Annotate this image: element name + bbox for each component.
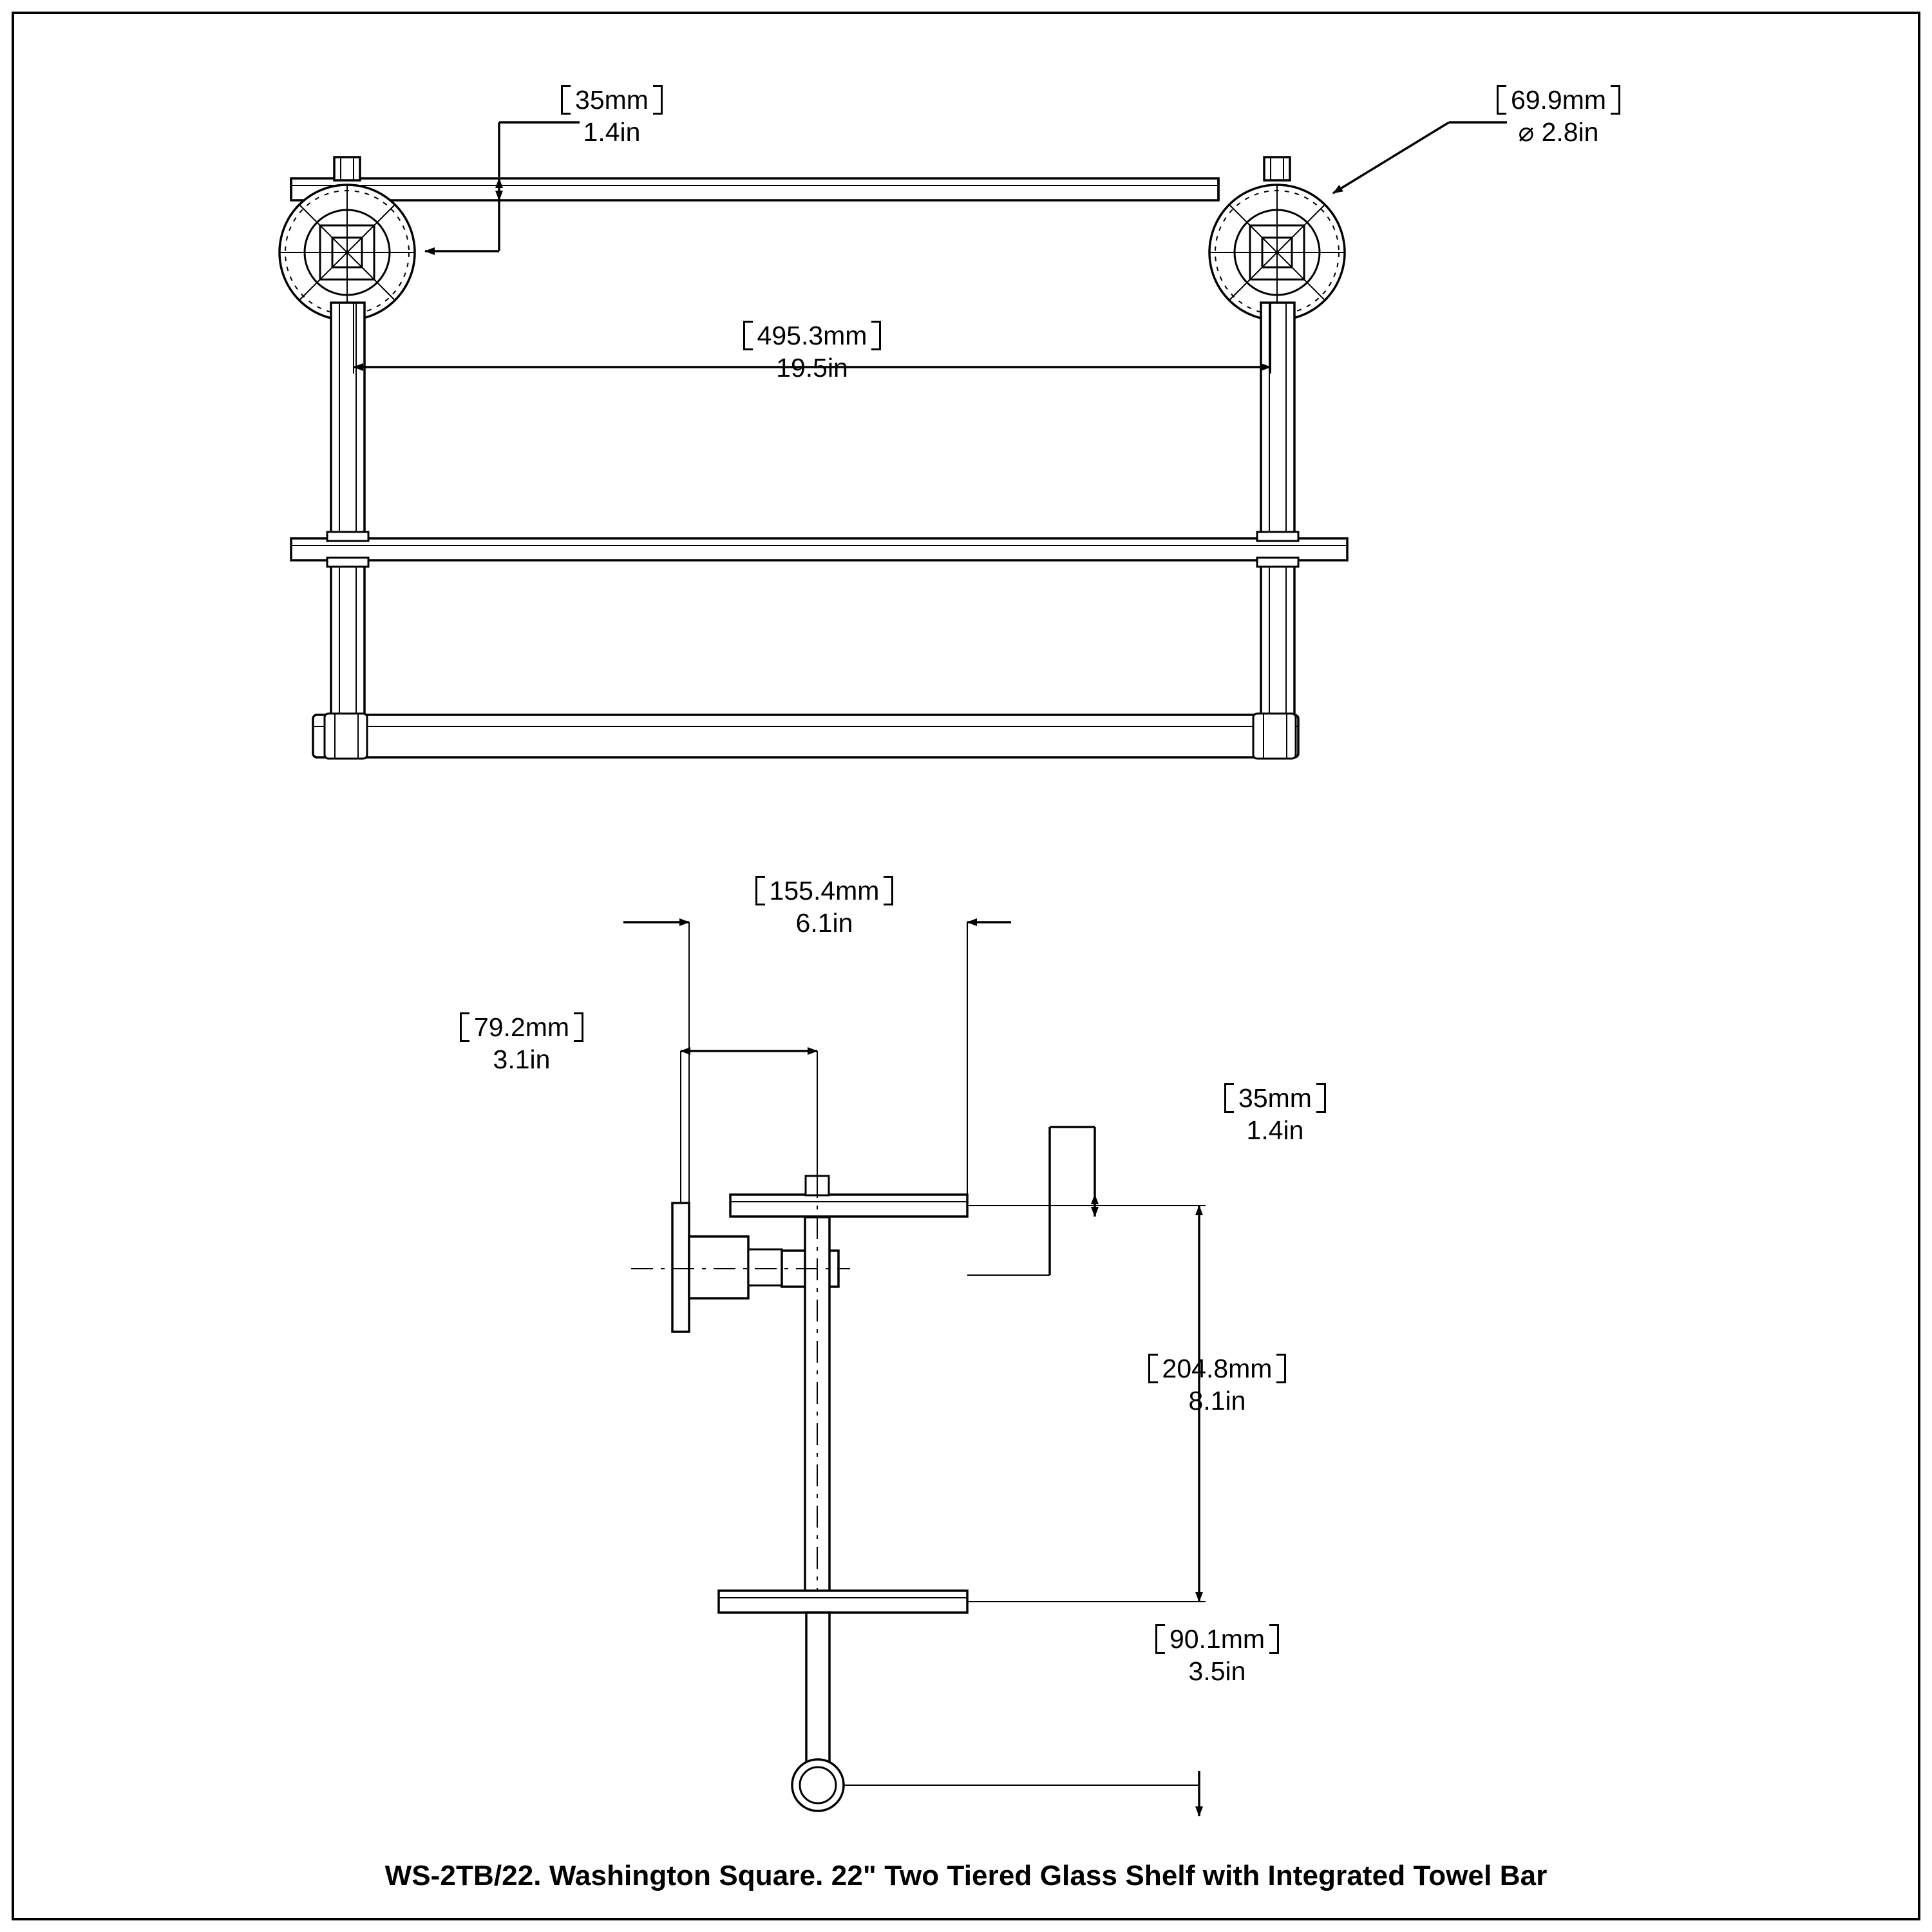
dim-top-shelf-to-lower-shelf-mm: 204.8mm (1148, 1352, 1287, 1385)
dim-wall-to-post-distance (406, 1011, 638, 1075)
dim-shelf-width-between-posts (683, 319, 941, 384)
dim-lower-shelf-to-towel-bar (1095, 1623, 1340, 1687)
dim-mounting-plate-diameter-in: ⌀ 2.8in (1518, 117, 1599, 147)
dim-mounting-plate-diameter (1436, 84, 1681, 148)
dim-shelf-thickness-side (1179, 1082, 1372, 1146)
dim-wall-to-post-distance-mm: 79.2mm (460, 1011, 583, 1043)
drawing-caption: WS-2TB/22. Washington Square. 22" Two Tiered Glass Shelf with Integrated Towel Bar (384, 1860, 1548, 1891)
dim-shelf-width-between-posts-mm: 495.3mm (743, 319, 882, 352)
front-view-geometry (279, 157, 1347, 759)
dim-top-shelf-to-lower-shelf (1088, 1352, 1346, 1417)
dim-shelf-thickness-top-mm: 35mm (561, 84, 663, 116)
dim-shelf-depth-in: 6.1in (795, 908, 853, 938)
dim-shelf-thickness-top-in: 1.4in (583, 117, 641, 147)
dim-lower-shelf-to-towel-bar-in: 3.5in (1188, 1656, 1246, 1687)
dim-shelf-thickness-top (509, 84, 715, 148)
dim-shelf-width-between-posts-in: 19.5in (776, 353, 848, 383)
side-view-geometry (631, 1176, 967, 1811)
dim-shelf-depth-mm: 155.4mm (755, 875, 894, 907)
dim-shelf-thickness-side-mm: 35mm (1224, 1082, 1326, 1114)
dim-lower-shelf-to-towel-bar-mm: 90.1mm (1155, 1623, 1279, 1655)
dim-wall-to-post-distance-in: 3.1in (493, 1045, 551, 1075)
dim-mounting-plate-diameter-mm: 69.9mm (1497, 84, 1620, 116)
dim-shelf-thickness-side-in: 1.4in (1246, 1115, 1304, 1146)
dim-shelf-depth (696, 875, 953, 939)
dim-top-shelf-to-lower-shelf-in: 8.1in (1188, 1386, 1246, 1416)
